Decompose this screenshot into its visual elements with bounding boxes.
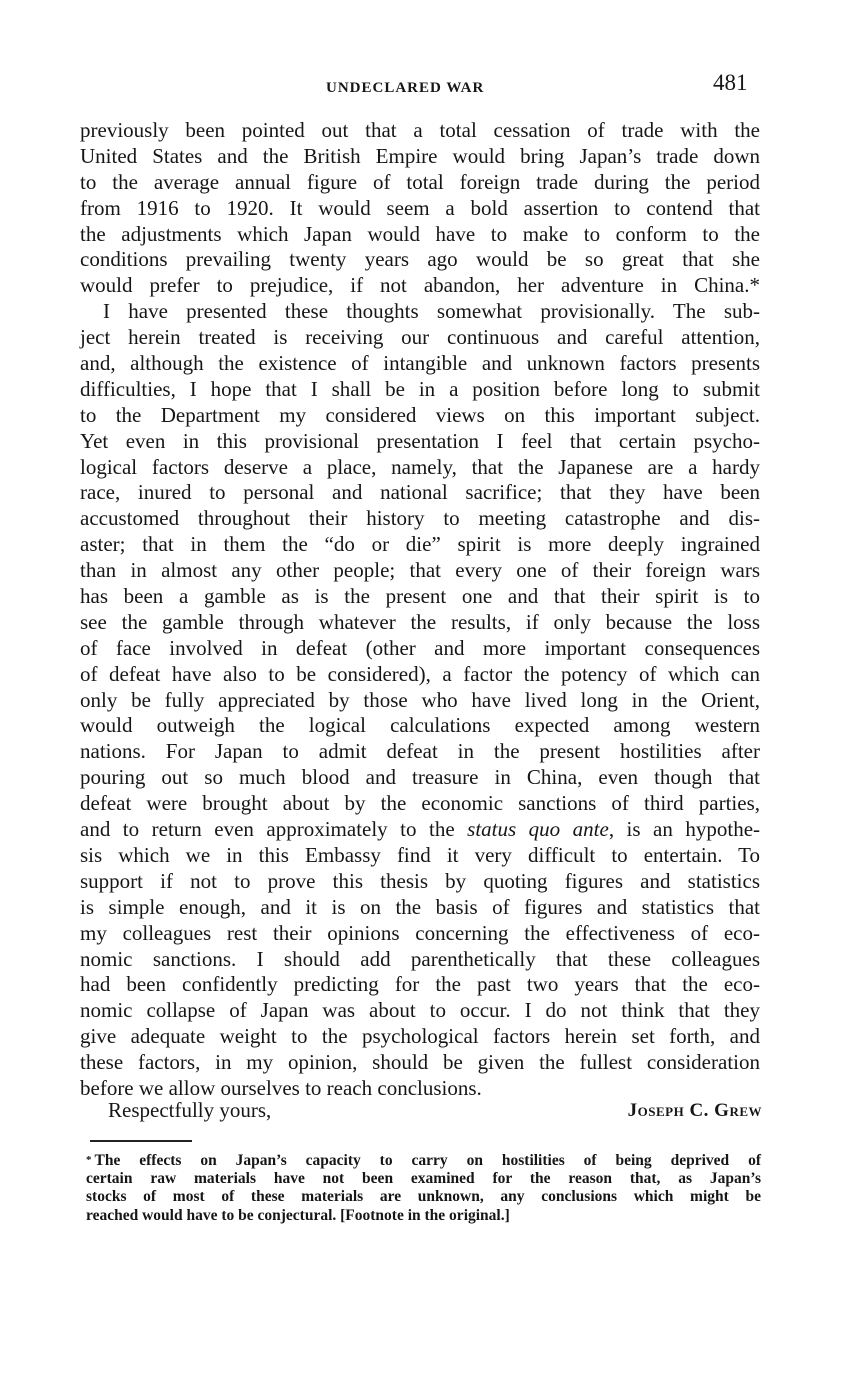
salutation: Respectfully yours, (108, 1098, 272, 1122)
body-line: Yet even in this provisional presentation I feel that certain psycho- (80, 428, 760, 453)
body-line: the adjustments which Japan would have to make to conform to the (80, 221, 760, 246)
body-line: nomic collapse of Japan was about to occur. I do not think that they (80, 998, 760, 1023)
body-line: race, inured to personal and national sacrifice; that they have been (80, 480, 760, 505)
body-line: of face involved in defeat (other and more important consequences (80, 635, 760, 660)
body-line: from 1916 to 1920. It would seem a bold assertion to contend that (80, 195, 760, 220)
body-line: of defeat have also to be considered), a factor the potency of which can (80, 661, 760, 686)
footnote-line-text: The effects on Japan’s capacity to carry on hostilities of being deprived of (94, 1152, 761, 1169)
body-line: conditions prevailing twenty years ago would be so great that she (80, 247, 760, 272)
body-line: than in almost any other people; that every one of their foreign wars (80, 558, 760, 583)
footnote-divider (90, 1140, 192, 1142)
body-line: give adequate weight to the psychological factors herein set forth, and (80, 1024, 760, 1049)
body-line: logical factors deserve a place, namely, that the Japanese are a hardy (80, 454, 760, 479)
footnote-line: certain raw materials have not been examined for the reason that, as Japan’s (86, 1169, 761, 1187)
body-line: would outweigh the logical calculations expected among western (80, 713, 760, 738)
body-line: previously been pointed out that a total cessation of trade with the (80, 118, 760, 142)
body-line: has been a gamble as is the present one and that their spirit is to (80, 584, 760, 609)
letter-body (80, 118, 760, 1102)
signature: Joseph C. Grew (627, 1100, 762, 1121)
body-line: ject herein treated is receiving our continuous and careful attention, (80, 325, 760, 350)
body-line: nations. For Japan to admit defeat in the present hostilities after (80, 739, 760, 764)
body-line: difficulties, I hope that I shall be in a position before long to submit (80, 376, 760, 401)
body-line: United States and the British Empire would bring Japan’s trade down (80, 143, 760, 168)
footnote-line: stocks of most of these materials are unknown, any conclusions which might be (86, 1188, 761, 1205)
body-line: defeat were brought about by the economic sanctions of third parties, (80, 791, 760, 816)
body-line-suffix: , is an hypothe- (608, 817, 761, 842)
body-line: accustomed throughout their history to meeting catastrophe and dis- (80, 506, 760, 531)
body-line: sis which we in this Embassy find it very difficult to entertain. To (80, 842, 760, 867)
body-line: only be fully appreciated by those who have lived long in the Orient, (80, 687, 760, 712)
italic-phrase: status quo ante (467, 817, 609, 842)
body-line: before we allow ourselves to reach conclusions. (80, 1075, 482, 1100)
body-line: my colleagues rest their opinions concerning the effectiveness of eco- (80, 920, 760, 945)
footnote-line-first (86, 1151, 761, 1170)
footnote (86, 1151, 761, 1225)
body-line: aster; that in them the “do or die” spirit is more deeply ingrained (80, 532, 760, 557)
letter-closing (108, 1098, 762, 1124)
body-line: support if not to prove this thesis by quoting figures and statistics (80, 868, 760, 893)
body-line: to the Department my considered views on this important subject. (80, 402, 760, 427)
body-line: these factors, in my opinion, should be given the fullest consideration (80, 1050, 760, 1075)
body-line: see the gamble through whatever the results, if only because the loss (80, 609, 760, 634)
body-line: and, although the existence of intangible and unknown factors presents (80, 351, 760, 376)
body-line: would prefer to prejudice, if not abandon, her adventure in China.* (80, 273, 760, 298)
body-line: I have presented these thoughts somewhat provisionally. The sub- (103, 299, 760, 324)
body-line: pouring out so much blood and treasure in China, even though that (80, 765, 760, 790)
page-number: 481 (713, 70, 748, 95)
footnote-line: reached would have to be conjectural. [Footnote in the original.] (86, 1206, 510, 1224)
running-title: UNDECLARED WAR (326, 80, 485, 96)
body-line: nomic sanctions. I should add parenthetically that these colleagues (80, 946, 760, 971)
body-line: had been confidently predicting for the past two years that the eco- (80, 972, 760, 997)
body-line-with-italic (80, 817, 760, 843)
body-line: is simple enough, and it is on the basis of figures and statistics that (80, 894, 760, 919)
body-line-prefix: and to return even approximately to the (80, 817, 455, 842)
footnote-marker: * (86, 1154, 92, 1166)
body-line: to the average annual figure of total foreign trade during the period (80, 169, 760, 194)
